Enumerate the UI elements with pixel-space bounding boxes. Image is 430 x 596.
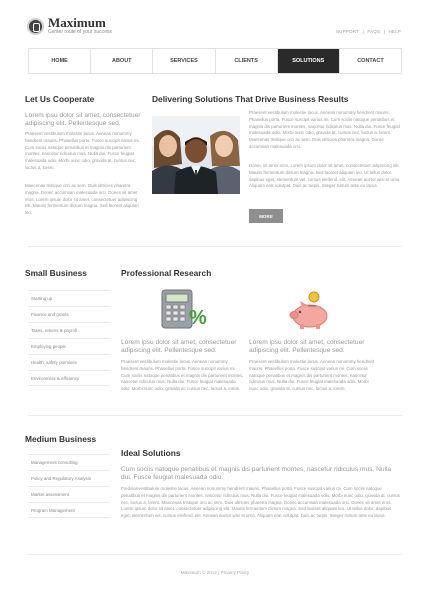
logo-title: Maximum <box>48 15 106 30</box>
medium-business-heading: Medium Business <box>25 434 97 444</box>
research-col2-lead: Lorem ipsu dolor sit amet, consectetuer adipiscing elit. Pellentesque sed. <box>249 339 365 354</box>
svg-text:%: % <box>189 307 207 329</box>
ideal-heading: Ideal Solutions <box>121 448 181 458</box>
research-col1-lead: Lorem ipsu dolor sit amet, consectetuer adipiscing elit. Pellentesque sed. <box>121 339 237 354</box>
list-item[interactable]: Program Management <box>28 502 110 518</box>
medium-business-list <box>28 454 110 518</box>
nav-clients[interactable]: CLIENTS <box>216 49 278 73</box>
team-photo <box>152 116 240 194</box>
nav-services[interactable]: SERVICES <box>153 49 215 73</box>
section-divider <box>28 554 402 555</box>
calculator-icon <box>160 288 207 337</box>
section-divider <box>28 415 402 416</box>
faqs-link[interactable]: FAQS <box>367 29 381 34</box>
logo[interactable] <box>27 16 112 36</box>
top-links-separator: | <box>362 29 364 34</box>
list-item[interactable]: Health, safety premises <box>28 354 110 370</box>
footer-text: Maximum © 2012 | Privacy Policy <box>180 570 250 575</box>
list-item[interactable]: Management consulting <box>28 454 110 470</box>
ideal-lead: Cum sociis natoque penatibus et magnis dis parturient montes, nascetur ridiculus mus. Nulla dui. Fusce feugiat malesuada odio. <box>121 466 392 481</box>
nav-about[interactable]: ABOUT <box>91 49 153 73</box>
cooperate-heading: Let Us Cooperate <box>25 94 95 104</box>
list-item[interactable]: Employing people <box>28 338 110 354</box>
research-col1-text: Praesent vestibulum molestie lacus. Aenean nonummy hendrerit mauris. Phasellus porta. Fusce suscipit varius mi. Cum sociis natoque penatibus et magnis dis parturient montes, nascetur ridiculus mus. Nulla dui. Fusce feugiat malesuada odio. Morbi nunc odio, gravida at, cursus nec, luctus a, lorem. <box>121 359 244 392</box>
cooperate-text-2: Maecenas tristique orci ac sem. Duis ultricies pharetra magna. Donec accumsan malesuada orci. Donec sit amet eros. Lorem ipsum dolor sit amet, consectetuer adipiscing elit. Mauris fermentum dictum magna. Sed laoreet aliquam leo. <box>25 183 139 216</box>
list-item[interactable]: Taxes, returns & payroll <box>28 322 110 338</box>
research-heading: Professional Research <box>121 268 212 278</box>
more-button[interactable]: MORE <box>249 209 283 223</box>
list-item[interactable]: Environment & efficiency <box>28 370 110 386</box>
list-item[interactable]: Starting up <box>28 290 110 306</box>
cooperate-lead: Lorem ipsu dolor sit amet, consectetuer adipiscing elit. Pellentesque sed. <box>25 112 141 127</box>
logo-subtitle: Center route of your success <box>48 29 112 35</box>
top-links <box>335 29 402 34</box>
nav-home[interactable]: HOME <box>29 49 91 73</box>
support-link[interactable]: SUPPORT <box>335 29 360 34</box>
delivering-heading: Delivering Solutions That Drive Business Results <box>152 94 349 104</box>
piggy-bank-icon <box>288 290 332 335</box>
list-item[interactable]: Policy and Regulatory Analysis <box>28 470 110 486</box>
section-divider <box>28 246 402 247</box>
top-links-separator: | <box>383 29 385 34</box>
research-col2-text: Praesent vestibulum molestie lacus. Aenean nonummy hendrerit mauris. Phasellus porta. Fusce suscipit varius mi. Cum sociis natoque penatibus et magnis dis parturient montes, nascetur ridiculus mus. Nulla dui. Fusce feugiat malesuada odio. Morbi nunc odio, gravida at, cursus nec, luctus a, lorem. <box>249 359 375 392</box>
list-item[interactable]: Market assessment <box>28 486 110 502</box>
list-item[interactable]: Finance and grants <box>28 306 110 322</box>
nav-solutions[interactable]: SOLUTIONS <box>278 49 340 73</box>
delivering-text-1: Praesent vestibulum molestie lacus. Aenean nonummy hendrerit mauris. Phasellus porta. Fusce suscipit varius mi. Cum sociis natoque penatibus et magnis dis parturient montes, nascetur ridiculus mus. Nulla dui. Fusce feugiat malesuada odio. Morbi nunc odio, gravida at, cursus nec, luctus a, lorem. Maecenas tristique orci ac sem. Duis ultricies pharetra magna. Donec accumsan malesuada orci. <box>249 110 400 149</box>
delivering-text-2: Donec sit amet eros. Lorem ipsum dolor sit amet, consectetuer adipiscing elit. Mauris fermentum dictum magna. Sed laoreet aliquam leo. Ut tellus dolor, dapibus eget, elementum vel, cursus eleifend, elit. Aenean auctor wisi et urna. Aliquam erat volutpat. Duis ac turpis. Integer rutrum ante eu lacus. <box>249 163 401 189</box>
nav-contact[interactable]: CONTACT <box>357 58 384 64</box>
small-business-heading: Small Business <box>25 268 87 278</box>
main-nav <box>28 48 402 74</box>
cooperate-text-1: Praesent vestibulum molestie lacus. Aenean nonummy hendrerit mauris. Phasellus porta. Fusce suscipit varius mi. Cum sociis natoque penatibus et magnis dis parturient montes, nascetur ridiculus mus. Nulla dui. Fusce feugiat malesuada odio. Morbi nunc odio, gravida at, cursus nec, luctus a, lorem. <box>25 131 140 170</box>
help-link[interactable]: HELP <box>388 29 401 34</box>
logo-icon <box>27 18 44 35</box>
ideal-text: Fredolonvestibulum molestie lacus. Aenean nonummy hendrerit mauris. Phasellus porta. Fusce suscipit varius mi. Cum sociis natoque penatibus et magnis dis parturient montes, nascetur ridiculus mus. Nulla dui. Fusce feugiat malesuada odio. Morbi nunc odio, gravida at, cursus nec, luctus a, lorem. Maecenas tristique orci ac sem. Duis ultricies pharetra magna. Donec accumsan malesuada orci. Donec sit amet eros. Lorem ipsum dolor sit amet, consectetuer adipiscing elit. Mauris fermentum dictum magna. Sed laoreet aliquam leo. Ut tellus dolor, dapibus eget, elementum vel, cursus eleifend, elit. Aenean auctor wisi et urna. Aliquam erat volutpat. Duis ac turpis. Integer rutrum ante eu lacus. <box>121 486 400 519</box>
small-business-list <box>28 290 110 386</box>
